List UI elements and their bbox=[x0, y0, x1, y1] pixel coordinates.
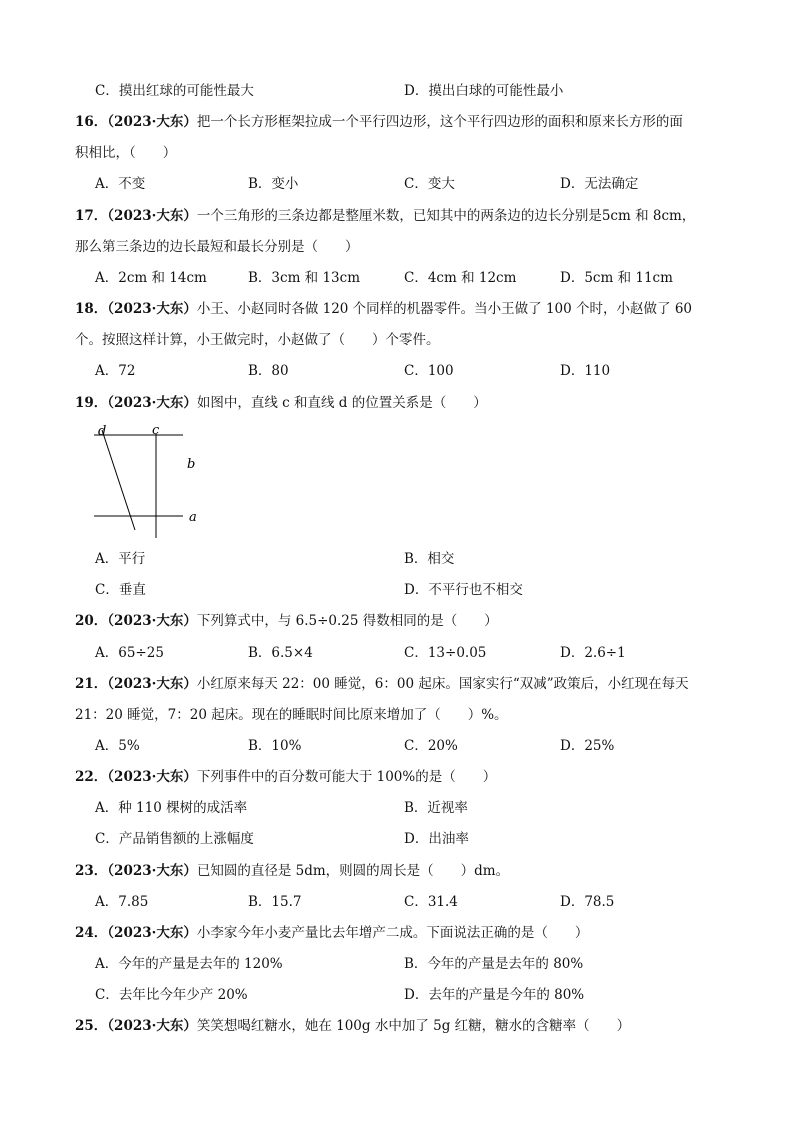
q21-option-a[interactable]: A．5% bbox=[95, 738, 140, 754]
q19-option-b[interactable]: B．相交 bbox=[404, 551, 455, 567]
q25-stem-line1 bbox=[75, 1017, 734, 1035]
q15-option-d[interactable]: D．摸出白球的可能性最小 bbox=[404, 83, 564, 99]
q19-text: 如图中，直线 c 和直线 d 的位置关系是（ ） bbox=[196, 395, 487, 411]
q17-source: （2023·大东） bbox=[107, 208, 197, 224]
q25-source: （2023·大东） bbox=[107, 1018, 197, 1034]
label-c: c bbox=[152, 423, 160, 438]
q16-option-b[interactable]: B．变小 bbox=[248, 176, 299, 192]
q21-option-b[interactable]: B．10% bbox=[248, 738, 302, 754]
q17-option-c[interactable]: C．4cm 和 12cm bbox=[404, 270, 517, 286]
q22-option-c[interactable]: C．产品销售额的上涨幅度 bbox=[95, 831, 254, 847]
q16-stem-line1 bbox=[75, 113, 734, 131]
q17-option-b[interactable]: B．3cm 和 13cm bbox=[248, 270, 360, 286]
q22-option-d[interactable]: D．出油率 bbox=[404, 831, 469, 847]
q23-text: 已知圆的直径是 5dm，则圆的周长是（ ）dm。 bbox=[196, 863, 510, 879]
q18-stem-line1 bbox=[75, 300, 734, 318]
q23-source: （2023·大东） bbox=[107, 863, 197, 879]
q24-stem-line1 bbox=[75, 924, 734, 942]
q18-stem-line2: 个。按照这样计算，小王做完时，小赵做了（ ）个零件。 bbox=[75, 332, 440, 348]
q23-option-a[interactable]: A．7.85 bbox=[95, 894, 149, 910]
q23-option-c[interactable]: C．31.4 bbox=[404, 894, 458, 910]
q22-text: 下列事件中的百分数可能大于 100%的是（ ） bbox=[196, 769, 497, 785]
q22-option-b[interactable]: B．近视率 bbox=[404, 800, 468, 816]
q20-option-d[interactable]: D．2.6÷1 bbox=[560, 645, 626, 661]
q24-source: （2023·大东） bbox=[107, 925, 197, 941]
q20-source: （2023·大东） bbox=[107, 613, 197, 629]
q17-stem-line2: 那么第三条边的边长最短和最长分别是（ ） bbox=[75, 239, 359, 255]
label-d: d bbox=[98, 424, 107, 439]
q24-text: 小李家今年小麦产量比去年增产二成。下面说法正确的是（ ） bbox=[196, 925, 589, 941]
q18-option-b[interactable]: B．80 bbox=[248, 363, 289, 379]
q20-number: 20． bbox=[75, 613, 108, 629]
q19-option-d[interactable]: D．不平行也不相交 bbox=[404, 582, 523, 598]
q20-text: 下列算式中，与 6.5÷0.25 得数相同的是（ ） bbox=[196, 613, 498, 629]
q17-text: 一个三角形的三条边都是整厘米数，已知其中的两条边的边长分别是5cm 和 8cm， bbox=[196, 208, 696, 224]
q21-option-d[interactable]: D．25% bbox=[560, 738, 615, 754]
q24-option-c[interactable]: C．去年比今年少产 20% bbox=[95, 987, 248, 1003]
q16-source: （2023·大东） bbox=[107, 114, 197, 130]
q19-option-c[interactable]: C．垂直 bbox=[95, 582, 146, 598]
q21-source: （2023·大东） bbox=[107, 676, 197, 692]
q24-option-d[interactable]: D．去年的产量是今年的 80% bbox=[404, 987, 585, 1003]
q23-option-d[interactable]: D．78.5 bbox=[560, 894, 615, 910]
q21-stem-line2: 21：20 睡觉，7：20 起床。现在的睡眠时间比原来增加了（ ）%。 bbox=[75, 707, 508, 723]
q18-text: 小王、小赵同时各做 120 个同样的机器零件。当小王做了 100 个时，小赵做了 60 bbox=[196, 301, 692, 317]
q21-option-c[interactable]: C．20% bbox=[404, 738, 458, 754]
q17-option-a[interactable]: A．2cm 和 14cm bbox=[95, 270, 207, 286]
q19-number: 19． bbox=[75, 395, 108, 411]
q19-source: （2023·大东） bbox=[107, 395, 197, 411]
q17-number: 17． bbox=[75, 208, 108, 224]
q21-stem-line1 bbox=[75, 675, 734, 693]
q24-option-a[interactable]: A．今年的产量是去年的 120% bbox=[95, 956, 283, 972]
q19-stem-line1 bbox=[75, 394, 734, 412]
q18-option-d[interactable]: D．110 bbox=[560, 363, 611, 379]
q19-figure-lines-diagram bbox=[80, 418, 220, 542]
q20-option-c[interactable]: C．13÷0.05 bbox=[404, 645, 487, 661]
q24-option-b[interactable]: B．今年的产量是去年的 80% bbox=[404, 956, 584, 972]
line-d bbox=[102, 430, 135, 530]
q16-text: 把一个长方形框架拉成一个平行四边形，这个平行四边形的面积和原来长方形的面 bbox=[196, 114, 683, 130]
q17-stem-line1 bbox=[75, 207, 734, 225]
q20-option-b[interactable]: B．6.5×4 bbox=[248, 645, 313, 661]
q17-option-d[interactable]: D．5cm 和 11cm bbox=[560, 270, 673, 286]
q16-option-d[interactable]: D．无法确定 bbox=[560, 176, 639, 192]
q23-number: 23． bbox=[75, 863, 108, 879]
q18-number: 18． bbox=[75, 301, 108, 317]
q22-source: （2023·大东） bbox=[107, 769, 197, 785]
q20-stem-line1 bbox=[75, 612, 734, 630]
q22-stem-line1 bbox=[75, 768, 734, 786]
q16-stem-line2: 积相比，（ ） bbox=[75, 145, 177, 161]
q23-option-b[interactable]: B．15.7 bbox=[248, 894, 302, 910]
q16-number: 16． bbox=[75, 114, 108, 130]
q20-option-a[interactable]: A．65÷25 bbox=[95, 645, 164, 661]
label-a: a bbox=[189, 510, 197, 525]
q21-text: 小红原来每天 22：00 睡觉，6：00 起床。国家实行“双减”政策后，小红现在每天 bbox=[196, 676, 689, 692]
q15-option-c[interactable]: C．摸出红球的可能性最大 bbox=[95, 83, 254, 99]
q25-number: 25． bbox=[75, 1018, 108, 1034]
q25-text: 笑笑想喝红糖水，她在 100g 水中加了 5g 红糖，糖水的含糖率（ ） bbox=[196, 1018, 631, 1034]
label-b: b bbox=[187, 457, 196, 472]
q22-option-a[interactable]: A．种 110 棵树的成活率 bbox=[95, 800, 248, 816]
q23-stem-line1 bbox=[75, 862, 734, 880]
q18-option-c[interactable]: C．100 bbox=[404, 363, 454, 379]
q24-number: 24． bbox=[75, 925, 108, 941]
q21-number: 21． bbox=[75, 676, 108, 692]
q18-source: （2023·大东） bbox=[107, 301, 197, 317]
q18-option-a[interactable]: A．72 bbox=[95, 363, 136, 379]
q19-option-a[interactable]: A．平行 bbox=[95, 551, 146, 567]
q16-option-a[interactable]: A．不变 bbox=[95, 176, 146, 192]
q22-number: 22． bbox=[75, 769, 108, 785]
q16-option-c[interactable]: C．变大 bbox=[404, 176, 455, 192]
